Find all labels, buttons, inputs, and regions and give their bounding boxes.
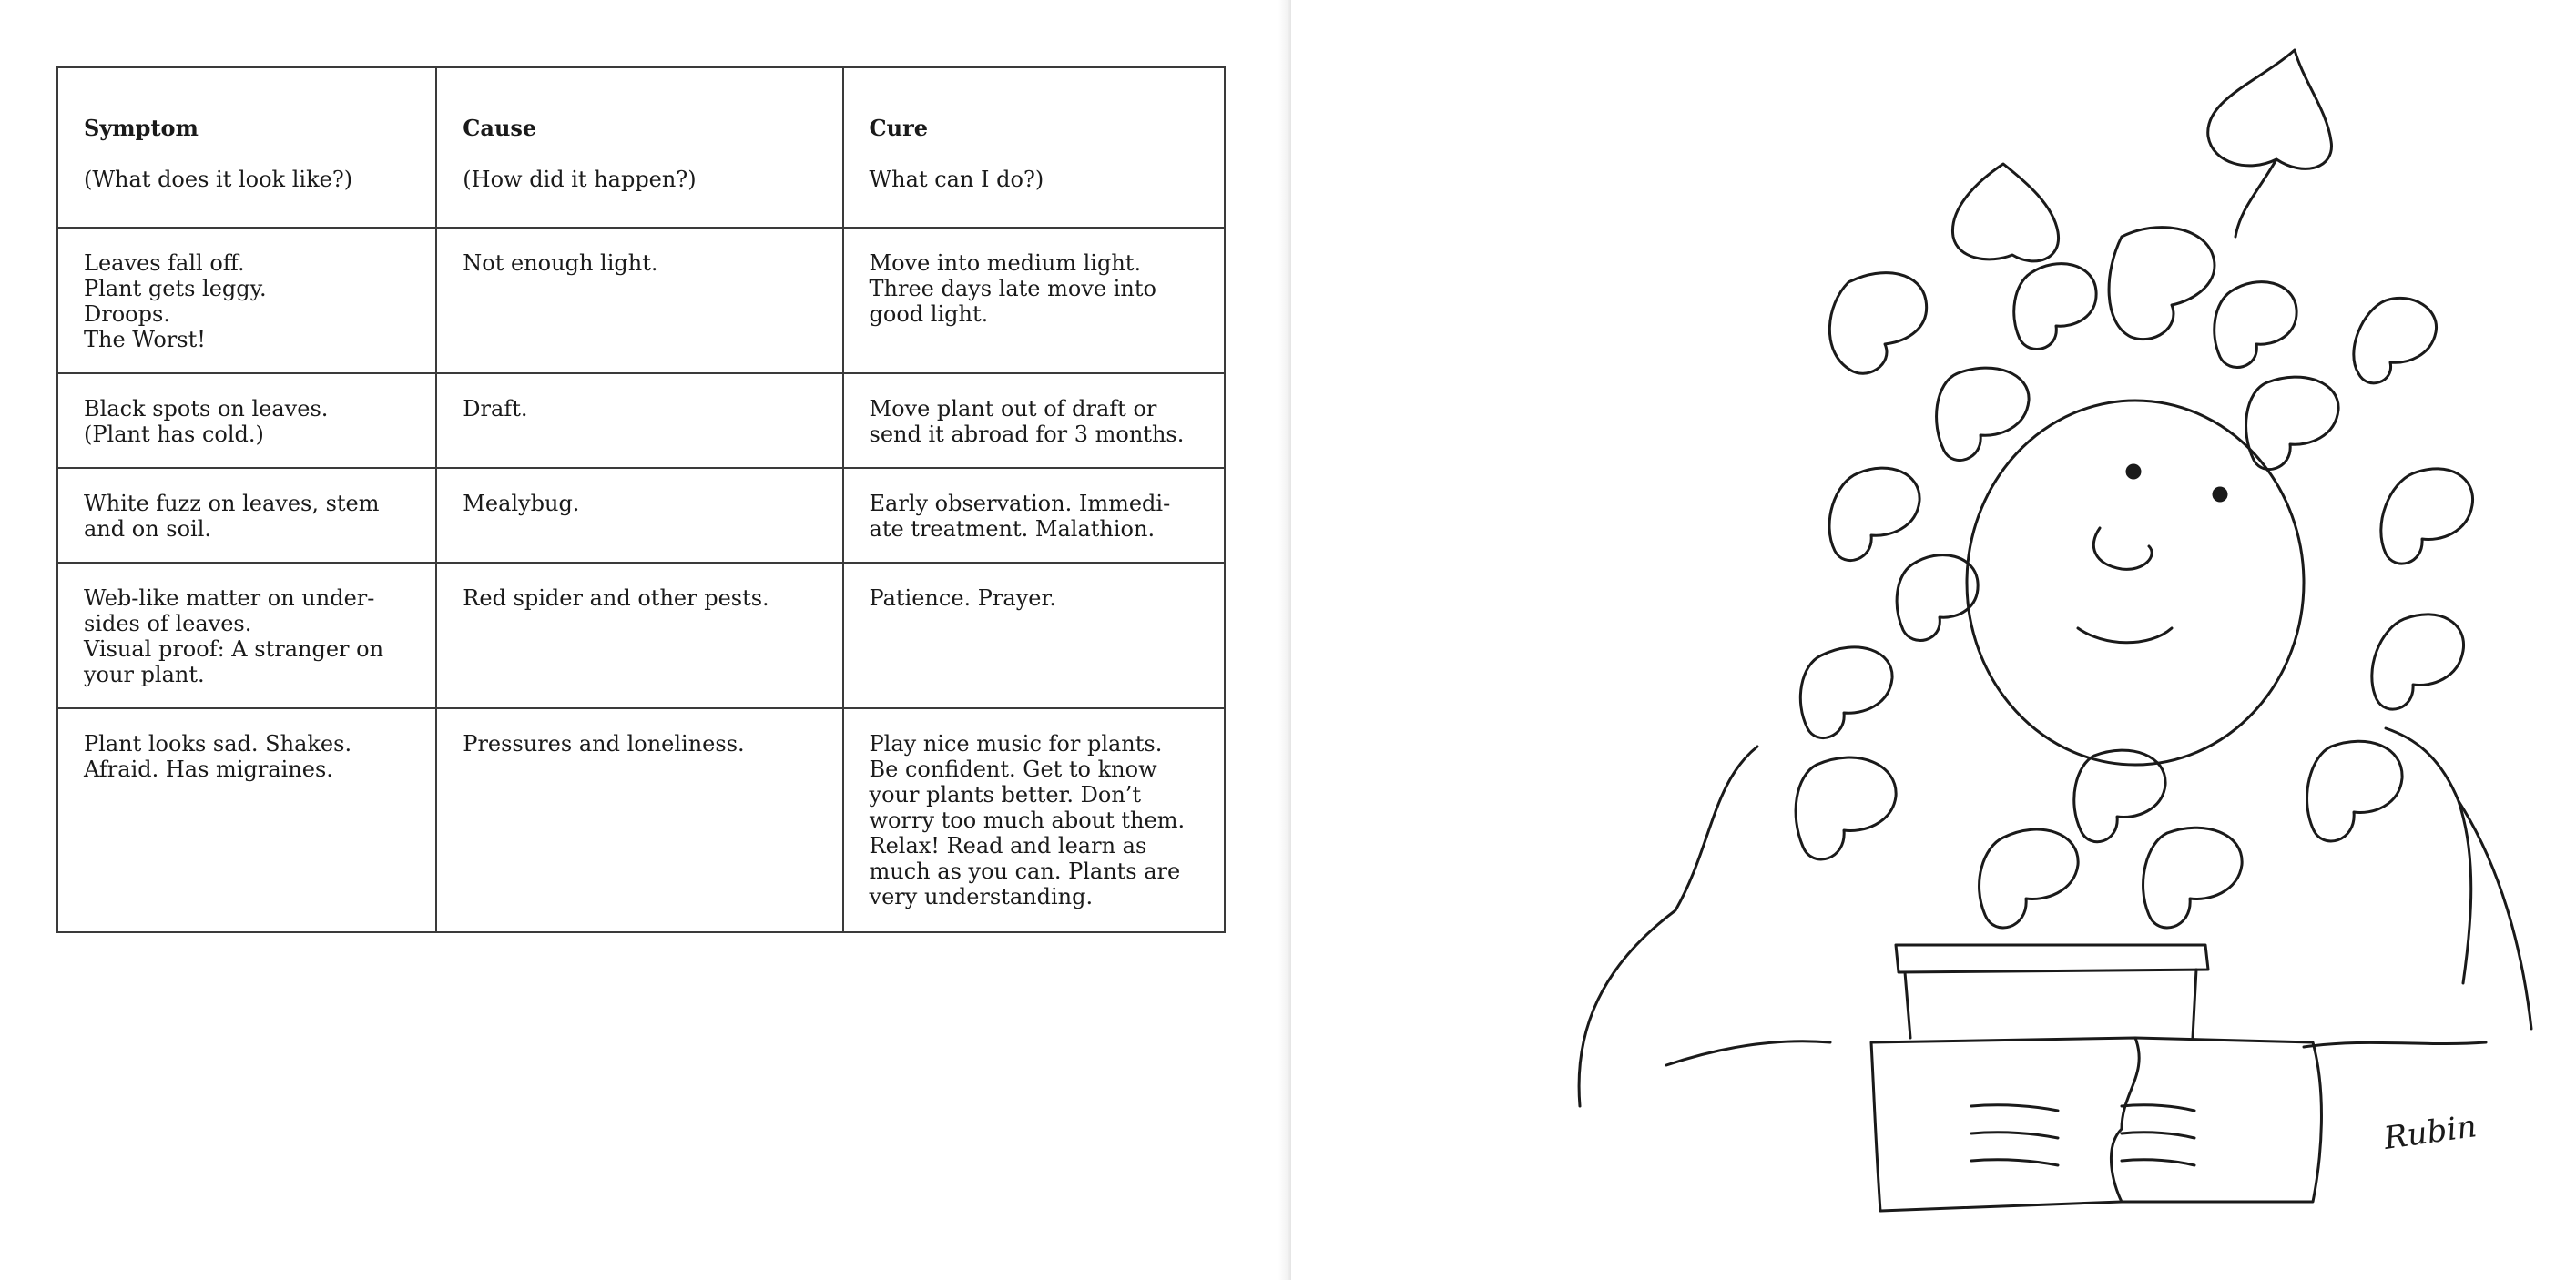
symptom-cell: Black spots on leaves. (Plant has cold.) xyxy=(57,373,436,468)
hands-icon xyxy=(1871,1038,2321,1211)
symptom-cell: Web-like matter on under- sides of leaves. Visual proof: A stranger on your plant. xyxy=(57,563,436,708)
cure-cell: Early observation. Immedi- ate treatment. Malathion. xyxy=(843,468,1225,563)
person-body-outline xyxy=(1579,728,2531,1106)
cure-cell: Move plant out of draft or send it abroad for 3 months. xyxy=(843,373,1225,468)
symptom-cell: Plant looks sad. Shakes. Afraid. Has migraines. xyxy=(57,708,436,932)
header-title: Symptom xyxy=(84,115,199,141)
face-icon xyxy=(1967,401,2304,765)
header-subtitle: (What does it look like?) xyxy=(84,167,353,192)
symptom-cell: White fuzz on leaves, stem and on soil. xyxy=(57,468,436,563)
header-subtitle: (How did it happen?) xyxy=(463,167,697,192)
header-title: Cause xyxy=(463,115,537,141)
cure-cell: Move into medium light. Three days late move into good light. xyxy=(843,228,1225,373)
cause-cell: Pressures and loneliness. xyxy=(436,708,842,932)
cause-cell: Mealybug. xyxy=(436,468,842,563)
cure-cell: Patience. Prayer. xyxy=(843,563,1225,708)
heart-leaves xyxy=(1796,50,2472,928)
cause-cell: Red spider and other pests. xyxy=(436,563,842,708)
symptom-cell: Leaves fall off. Plant gets leggy. Droops. The Worst! xyxy=(57,228,436,373)
cure-cell: Play nice music for plants. Be confident. Get to know your plants better. Don’t worry too much about them. Relax! Read and learn as much as you can. Plants are very understanding. xyxy=(843,708,1225,932)
header-title: Cure xyxy=(869,115,928,141)
artist-signature: Rubin xyxy=(2381,1108,2479,1157)
header-subtitle: What can I do?) xyxy=(869,167,1044,192)
cause-cell: Not enough light. xyxy=(436,228,842,373)
flower-pot xyxy=(1896,945,2208,1038)
cause-cell: Draft. xyxy=(436,373,842,468)
